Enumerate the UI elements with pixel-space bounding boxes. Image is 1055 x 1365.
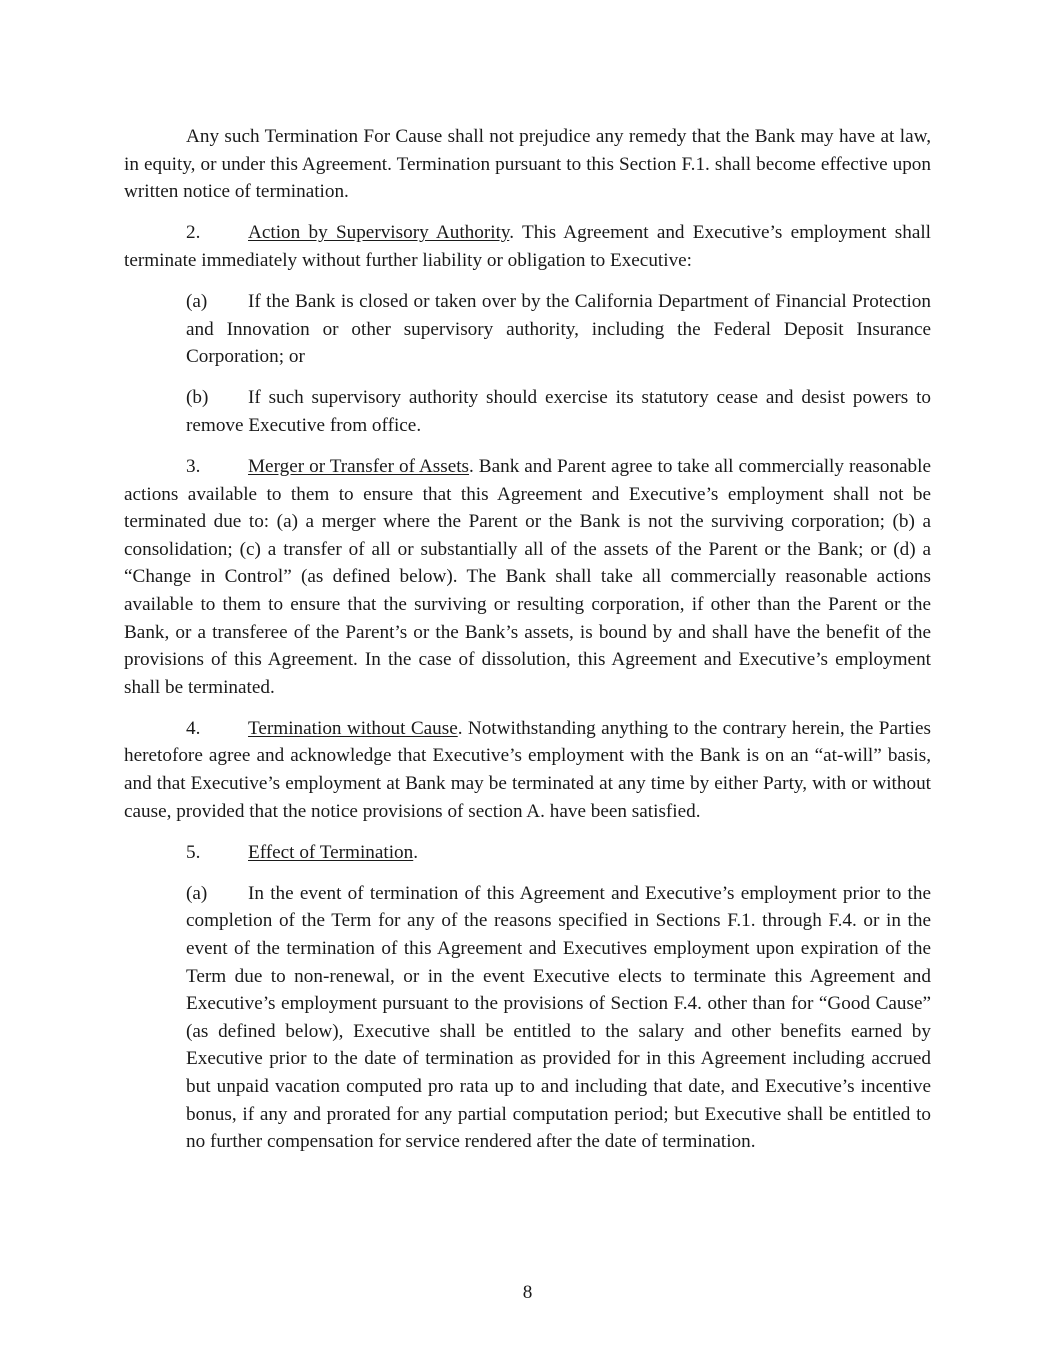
section-3-number: 3.: [186, 455, 201, 477]
intro-paragraph: Any such Termination For Cause shall not prejudice any remedy that the Bank may have at law, in equity, or under this Agreement. Termination pursuant to this Section F.1. shall become effective upon written notice of termination.: [124, 126, 931, 203]
subitem-label: (a): [186, 290, 208, 312]
section-5-number: 5.: [186, 841, 201, 863]
section-2-text: . This Agreement and Executive’s employment shall terminate immediately without further liability or obligation to Executive:: [124, 222, 931, 271]
section-3-paragraph: [124, 453, 931, 701]
section-4-heading: Termination without Cause: [248, 717, 458, 739]
subitem-text: In the event of termination of this Agreement and Executive’s employment prior to the completion of the Term for any of the reasons specified in Sections F.1. through F.4. or in the event of the termination of this Agreement and Executives employment upon expiration of the Term due to non-renewal, or in the event Executive elects to terminate this Agreement and Executive’s employment pursuant to the provisions of Section F.4. other than for “Good Cause” (as defined below), Executive shall be entitled to the salary and other benefits earned by Executive prior to the date of termination as provided for in this Agreement including accrued but unpaid vacation computed pro rata up to and including that date, and Executive’s incentive bonus, if any and prorated for any partial computation period; but Executive shall be entitled to no further compensation for service rendered after the date of termination.: [186, 882, 931, 1153]
subitem-label: (b): [186, 387, 209, 409]
document-body: [124, 123, 931, 1169]
section-2-subitem-b: [186, 384, 931, 439]
section-5-text: .: [413, 841, 419, 863]
subitem-text: If the Bank is closed or taken over by the California Department of Financial Protection and Innovation or other supervisory authority, including the Federal Deposit Insurance Corporation; or: [186, 290, 931, 368]
section-4-paragraph: [124, 715, 931, 825]
section-2-heading: Action by Supervisory Authority: [248, 222, 510, 244]
page-number: 8: [522, 1282, 533, 1303]
subitem-label: (a): [186, 882, 208, 904]
section-3-text: . Bank and Parent agree to take all commercially reasonable actions available to them to ensure that this Agreement and Executive’s employment shall not be terminated due to: (a) a merger where the Parent or the Bank is not the surviving corporation; (b) a consolidation; (c) a transfer of all or substantially all of the assets of the Parent or the Bank; or (d) a “Change in Control” (as defined below). The Bank shall take all commercially reasonable actions available to them to ensure that the surviving or resulting corporation, if other than the Parent or the Bank, or a transferee of the Parent’s or the Bank’s assets, is bound by and shall have the benefit of the provisions of this Agreement. In the case of dissolution, this Agreement and Executive’s employment shall be terminated.: [124, 455, 932, 698]
section-2-paragraph: [124, 219, 931, 274]
section-4-text: . Notwithstanding anything to the contrary herein, the Parties heretofore agree and acknowledge that Executive’s employment with the Bank is on an “at-will” basis, and that Executive’s employment at Bank may be terminated at any time by either Party, with or without cause, provided that the notice provisions of section A. have been satisfied.: [124, 717, 931, 822]
section-2-number: 2.: [186, 222, 201, 244]
section-5-subitem-a: [186, 880, 931, 1156]
section-5-paragraph: [124, 839, 931, 867]
section-5-heading: Effect of Termination: [248, 841, 414, 863]
section-4-number: 4.: [186, 717, 201, 739]
section-3-heading: Merger or Transfer of Assets: [248, 455, 470, 477]
subitem-text: If such supervisory authority should exercise its statutory cease and desist powers to remove Executive from office.: [186, 387, 931, 436]
section-2-subitem-a: [186, 288, 931, 371]
